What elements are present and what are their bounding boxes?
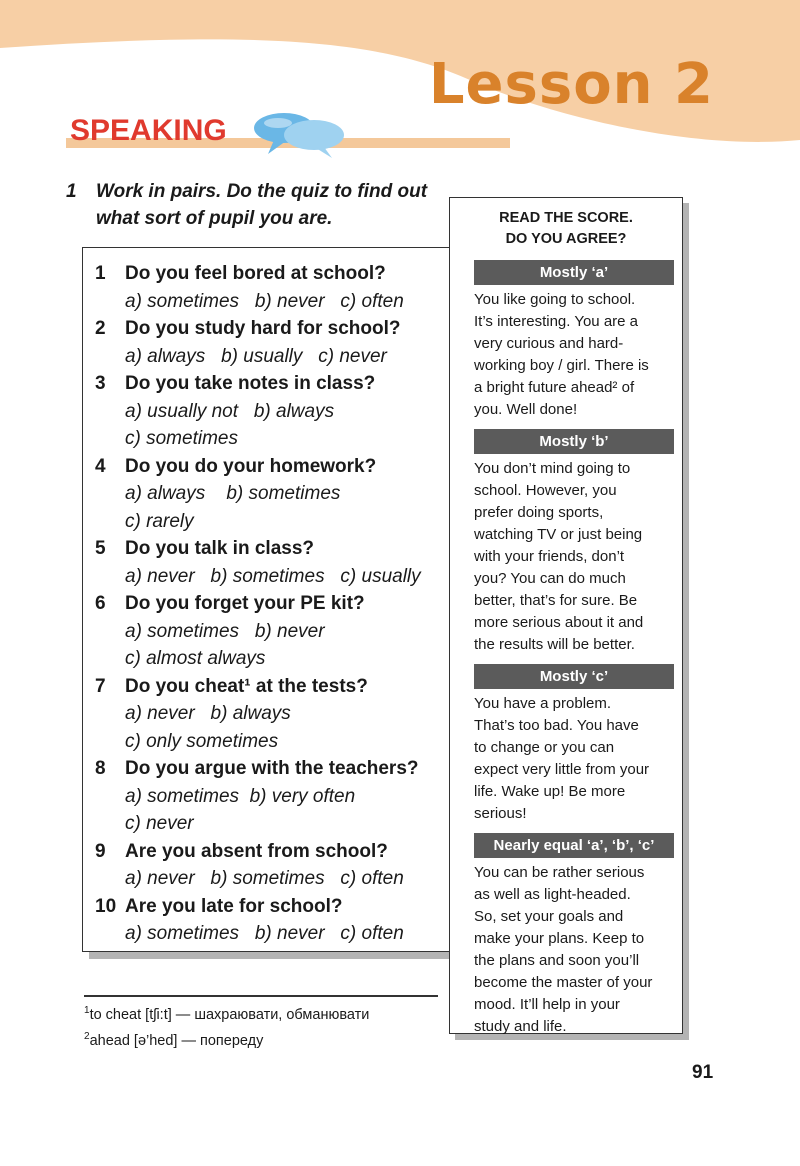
score-heading-line2: DO YOU AGREE? — [505, 231, 627, 247]
quiz-answer-options: a) never b) sometimes c) usually — [125, 565, 421, 587]
quiz-answer-options: a) always b) usually c) never — [125, 345, 387, 367]
quiz-answer-options: a) sometimes b) never c) often — [125, 923, 404, 944]
footnote-1 — [84, 1000, 369, 1026]
footnote-2-mark: 2 — [84, 1030, 90, 1042]
quiz-answer-options: a) sometimes b) never — [125, 620, 325, 642]
quiz-answer-options: a) sometimes b) very often — [125, 785, 356, 807]
quiz-question-number: 9 — [95, 840, 106, 862]
quiz-question-text: Do you take notes in class? — [125, 373, 376, 394]
footnotes — [84, 1000, 369, 1052]
task-number: 1 — [66, 181, 77, 202]
result-label-c: Mostly ‘c’ — [474, 664, 674, 689]
quiz-answer-options: a) never b) always — [125, 703, 291, 724]
result-text-a: You like going to school. It’s interesting. You are a very curious and hard- working boy / girl. There is a bright future ahead² of you. Well done! — [474, 291, 649, 418]
quiz-question-text: Are you absent from school? — [125, 840, 388, 862]
footnote-1-text: to cheat [tʃi:t] — шахраювати, обманювати — [89, 1006, 370, 1023]
quiz-question-number: 10 — [95, 895, 117, 917]
quiz-answer-options: c) never — [125, 813, 194, 834]
quiz-question-text: Do you talk in class? — [125, 538, 314, 559]
quiz-answer-options: a) never b) sometimes c) often — [125, 868, 404, 889]
quiz-answer-options: a) always b) sometimes — [125, 483, 341, 504]
quiz-question-number: 3 — [95, 373, 106, 394]
quiz-question — [95, 535, 455, 563]
quiz-box — [82, 247, 454, 952]
result-label-a: Mostly ‘a’ — [474, 260, 674, 285]
quiz-question — [95, 590, 455, 618]
result-text-equal: You can be rather serious as well as light-headed. So, set your goals and make your plans. Keep to the plans and soon you’ll become the master of your mood. It’ll help in your study and life. — [474, 864, 653, 1035]
quiz-question — [95, 838, 455, 866]
result-text-b: You don’t mind going to school. However, you prefer doing sports, watching TV or just being with your friends, don’t you? You can do much better, that’s for sure. Be more serious about it and the results will be better. — [474, 460, 644, 653]
quiz-answer-options: c) sometimes — [125, 428, 238, 449]
quiz-answer-options: c) almost always — [125, 648, 266, 669]
quiz-list — [95, 260, 455, 948]
speech-bubbles-icon — [252, 108, 348, 160]
result-label-equal: Nearly equal ‘a’, ‘b’, ‘c’ — [474, 833, 674, 858]
section-title: SPEAKING — [70, 114, 227, 147]
quiz-question-number: 6 — [95, 593, 106, 614]
page-number: 91 — [692, 1062, 714, 1083]
quiz-question-text: Are you late for school? — [125, 895, 343, 917]
score-box — [449, 197, 683, 1034]
quiz-question — [95, 673, 455, 701]
score-heading-line1: READ THE SCORE. — [499, 210, 633, 226]
quiz-question-text: Do you cheat¹ at the tests? — [125, 675, 368, 697]
quiz-answer-options: a) usually not b) always — [125, 400, 335, 422]
quiz-question-number: 2 — [95, 318, 106, 339]
footnote-divider — [84, 995, 438, 997]
quiz-question-number: 7 — [95, 675, 106, 697]
task-text: Work in pairs. Do the quiz to find out what sort of pupil you are. — [96, 181, 428, 229]
footnote-2 — [84, 1026, 369, 1052]
quiz-question-text: Do you do your homework? — [125, 455, 377, 477]
footnote-1-mark: 1 — [84, 1005, 90, 1016]
quiz-question-number: 4 — [95, 455, 106, 477]
quiz-question-text: Do you argue with the teachers? — [125, 758, 419, 779]
result-label-b: Mostly ‘b’ — [474, 429, 674, 454]
quiz-question — [95, 315, 455, 343]
task-instruction — [66, 178, 436, 232]
quiz-question-text: Do you feel bored at school? — [125, 263, 386, 284]
quiz-question-text: Do you study hard for school? — [125, 318, 401, 339]
quiz-question-number: 5 — [95, 538, 106, 559]
quiz-question — [95, 755, 455, 783]
quiz-question — [95, 370, 455, 398]
quiz-question-number: 1 — [95, 263, 106, 284]
quiz-question-text: Do you forget your PE kit? — [125, 593, 365, 614]
lesson-title: Lesson 2 — [428, 52, 714, 117]
quiz-answer-options: c) only sometimes — [125, 730, 279, 752]
quiz-answer-options: c) rarely — [125, 510, 194, 532]
quiz-question — [95, 893, 455, 921]
quiz-question — [95, 453, 455, 481]
quiz-question — [95, 260, 455, 288]
quiz-answer-options: a) sometimes b) never c) often — [125, 290, 404, 312]
footnote-2-text: ahead [ə’hed] — попереду — [89, 1032, 264, 1049]
score-heading — [450, 208, 682, 250]
quiz-question-number: 8 — [95, 758, 106, 779]
result-text-c: You have a problem. That’s too bad. You have to change or you can expect very little from your life. Wake up! Be more serious! — [474, 695, 650, 822]
